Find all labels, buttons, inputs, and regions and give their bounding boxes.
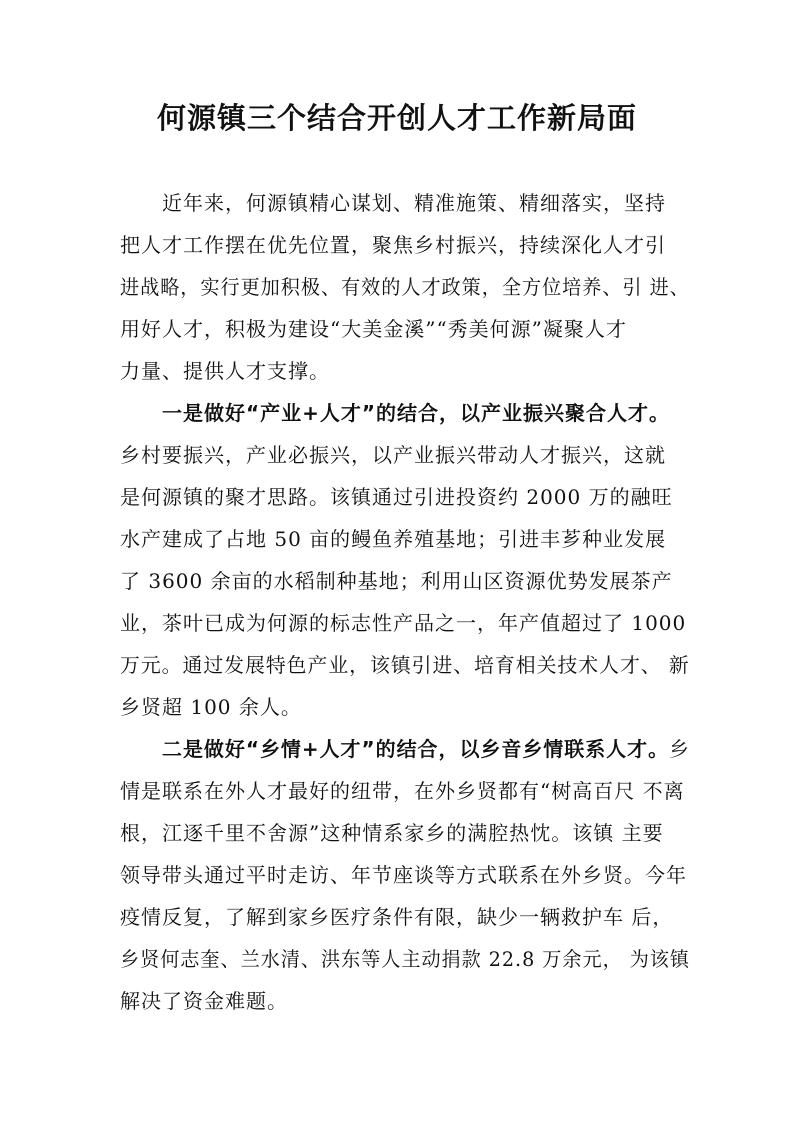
- text-line-11: 万元。通过发展特色产业，该镇引进、培育相关技术人才、 新: [120, 653, 690, 677]
- text-line-15: 领导带头通过平时走访、年节座谈等方式联系在外乡贤。今年: [120, 863, 687, 887]
- text-line-14: 根，江逐千里不舍源”这种情系家乡的满腔热忱。该镇 主要: [120, 821, 664, 845]
- text-line-13: 情是联系在外人才最好的纽带，在外乡贤都有“树高百尺 不离: [120, 779, 685, 803]
- text-line-1: 近年来，何源镇精心谋划、精准施策、精细落实，坚持: [162, 191, 666, 215]
- section-2-heading-tail: 乡: [669, 737, 690, 761]
- text-line-5: 力量、提供人才支撑。: [120, 359, 330, 383]
- text-line-6: 乡村要振兴，产业必振兴，以产业振兴带动人才振兴，这就: [120, 443, 666, 467]
- section-2-heading-line: [162, 737, 690, 761]
- text-line-8: 水产建成了占地 50 亩的鳗鱼养殖基地；引进丰芗种业发展: [120, 527, 667, 551]
- text-line-18: 解决了资金难题。: [120, 989, 288, 1013]
- text-line-9: 了 3600 余亩的水稻制种基地；利用山区资源优势发展茶产: [120, 569, 673, 593]
- text-line-17: 乡贤何志奎、兰水清、洪东等人主动捐款 22.8 万余元， 为该镇: [120, 947, 690, 971]
- text-line-3: 进战略，实行更加积极、有效的人才政策，全方位培养、引 进、: [120, 275, 690, 299]
- section-2-heading: 二是做好“乡情+人才”的结合，以乡音乡情联系人才。: [162, 737, 670, 761]
- text-line-4: 用好人才，积极为建设“大美金溪”“秀美何源”凝聚人才: [120, 317, 627, 341]
- text-line-2: 把人才工作摆在优先位置，聚焦乡村振兴，持续深化人才引: [120, 233, 666, 257]
- text-line-16: 疫情反复，了解到家乡医疗条件有限，缺少一辆救护车 后，: [120, 905, 674, 929]
- document-title: 何源镇三个结合开创人才工作新局面: [156, 101, 637, 135]
- text-line-7: 是何源镇的聚才思路。该镇通过引进投资约 2000 万的融旺: [120, 485, 673, 509]
- text-line-12: 乡贤超 100 余人。: [120, 695, 302, 719]
- text-line-10: 业，茶叶已成为何源的标志性产品之一，年产值超过了 1000: [120, 611, 687, 635]
- section-1-heading: 一是做好“产业+人才”的结合，以产业振兴聚合人才。: [162, 401, 671, 425]
